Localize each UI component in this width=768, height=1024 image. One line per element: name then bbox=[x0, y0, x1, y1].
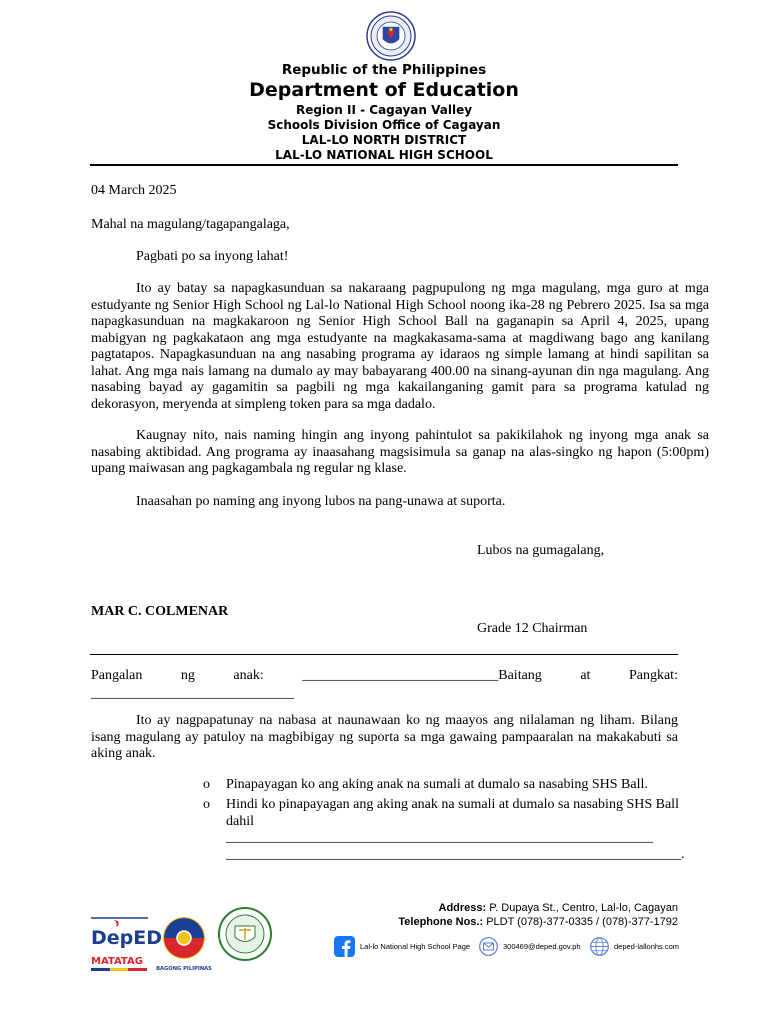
child-name-field[interactable] bbox=[91, 668, 678, 685]
header-district: LAL-LO NORTH DISTRICT bbox=[301, 133, 467, 147]
option-allow-label: Pinapayagan ko ang aking anak na sumali at dumalo sa nasabing SHS Ball. bbox=[226, 777, 648, 792]
letter-paragraph-3: Inaasahan po naming ang inyong lubos na pang-unawa at suporta. bbox=[136, 494, 506, 509]
slip-word: ____________________________Baitang bbox=[302, 668, 542, 683]
bagong-pilipinas-text: BAGONG PILIPINAS bbox=[156, 966, 212, 972]
header-school: LAL-LO NATIONAL HIGH SCHOOL bbox=[275, 148, 493, 162]
email-icon bbox=[479, 937, 498, 956]
letter-paragraph-2: Kaugnay nito, nais naming hingin ang inyong pahintulot sa pakikilahok ng inyong mga anak sa nasabing aktibidad. Ang programa ay inaasahang magsisimula sa ganap na alas-singko ng hapon (5:00pm) upang maiwasan ang pagkagambala ng regular ng klase. bbox=[91, 428, 709, 476]
facebook-icon bbox=[334, 936, 355, 957]
matatag-logo-text: MATATAG bbox=[91, 956, 143, 967]
footer-telephone bbox=[398, 916, 678, 928]
deped-seal-icon bbox=[366, 11, 416, 61]
slip-word: Pangalan bbox=[91, 668, 143, 683]
reason-field-cont[interactable]: _________________________________________________________________. bbox=[226, 846, 685, 862]
option-allow[interactable] bbox=[203, 777, 683, 795]
email-text: 300469@deped.gov.ph bbox=[503, 941, 581, 951]
option-bullet-icon: o bbox=[203, 777, 210, 792]
slip-word: at bbox=[580, 668, 591, 683]
footer-address bbox=[439, 902, 679, 914]
footer-address-value: P. Dupaya St., Centro, Lal-lo, Cagayan bbox=[489, 902, 678, 914]
school-seal-icon bbox=[217, 906, 273, 962]
signer-name: MAR C. COLMENAR bbox=[91, 604, 229, 619]
letter-date: 04 March 2025 bbox=[91, 183, 177, 198]
letter-closing: Lubos na gumagalang, bbox=[477, 543, 605, 558]
bagong-pilipinas-logo bbox=[158, 914, 210, 976]
letter-paragraph-1: Ito ay batay sa napagkasunduan sa nakaraang pagpupulong ng mga magulang, mga guro at mga estudyante ng Senior High School ng Lal-lo National High School noong ika-28 ng Pebrero 2025. Isa sa mga napagkasunduan na magkakaroon ng Senior High School Ball na gaganapin sa April 4, 2025, upang mabigyan ng pagkakataon ang mga estudyante na magkakasama-sama at magdiwang bago ang kanilang pagtatapos. Napagkasunduan na ang nasabing programa ay idaraos ng simple lamang at hindi sapilitan sa lahat. Ang mga nais lamang na dumalo ay may babayarang 400.00 na sinang-ayunan din nga magulang. Ang nasabing bayad ay gagamitin sa pagbili ng mga kakailanganing gamit para sa programa katulad ng dekorasyon, meryenda at simpleng token para sa mga dadalo. bbox=[91, 281, 709, 412]
website-text: deped-lallonhs.com bbox=[614, 941, 680, 951]
slip-word: ng bbox=[180, 668, 195, 683]
globe-icon bbox=[590, 937, 609, 956]
header-region: Region II - Cagayan Valley bbox=[295, 103, 473, 117]
reply-slip-divider bbox=[90, 654, 678, 655]
slip-word: Pangkat: bbox=[628, 668, 678, 683]
reason-field[interactable]: dahil _____________________________________________________________ bbox=[226, 813, 653, 845]
website-link[interactable] bbox=[590, 934, 679, 958]
deped-logo-text: DepED bbox=[91, 927, 163, 949]
letter-salutation: Mahal na magulang/tagapangalaga, bbox=[91, 217, 290, 232]
header-department: Department of Education bbox=[249, 79, 519, 101]
signer-title: Grade 12 Chairman bbox=[477, 621, 588, 636]
letter-greeting: Pagbati po sa inyong lahat! bbox=[136, 249, 289, 264]
facebook-page-text: Lal-lo National High School Page bbox=[360, 941, 471, 951]
footer-telephone-label: Telephone Nos.: bbox=[398, 916, 484, 928]
footer-address-label: Address: bbox=[438, 902, 487, 914]
header-republic: Republic of the Philippines bbox=[281, 62, 487, 78]
deped-matatag-logo bbox=[90, 914, 163, 974]
facebook-page-link[interactable] bbox=[334, 934, 470, 958]
footer-telephone-value: PLDT (078)-377-0335 / (078)-377-1792 bbox=[486, 916, 678, 928]
option-bullet-icon: o bbox=[203, 797, 210, 812]
option-deny[interactable] bbox=[203, 797, 685, 862]
grade-section-field[interactable]: _____________________________ bbox=[91, 686, 294, 701]
option-deny-label: Hindi ko pinapayagan ang aking anak na sumali at dumalo sa nasabing SHS Ball bbox=[226, 797, 679, 812]
slip-word: anak: bbox=[233, 668, 264, 683]
header-divider bbox=[90, 164, 678, 166]
acknowledgement-paragraph: Ito ay nagpapatunay na nabasa at naunawaan ko ng maayos ang nilalaman ng liham. Bilang isang magulang ay patuloy na magbibigay ng suporta sa mga gawaing pampaaralan na makakabuti sa aking anak. bbox=[91, 713, 678, 761]
email-link[interactable] bbox=[479, 934, 581, 958]
header-division: Schools Division Office of Cagayan bbox=[267, 118, 501, 132]
